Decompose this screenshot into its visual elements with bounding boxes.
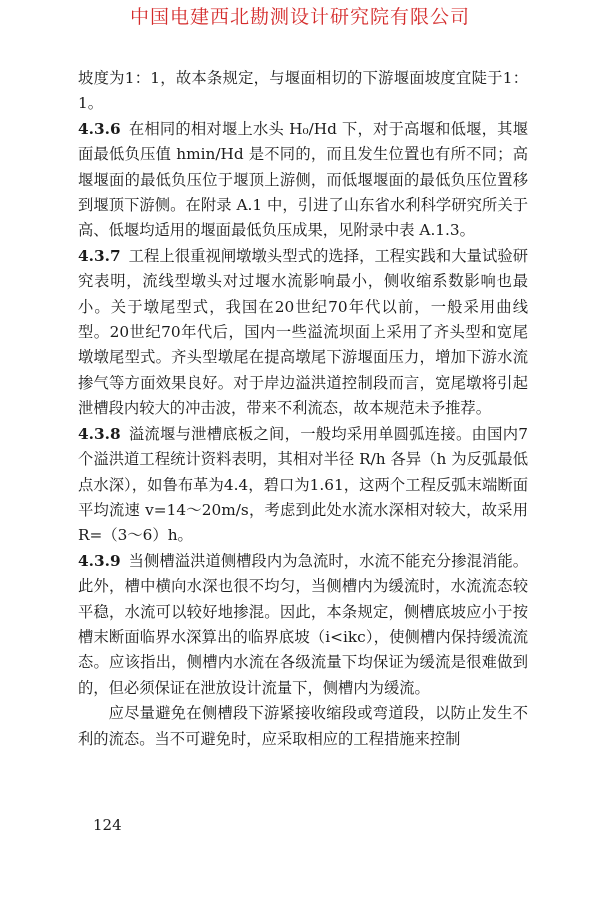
page-number: 124 — [93, 816, 122, 834]
clause-number: 4.3.7 — [78, 246, 121, 265]
clause-number: 4.3.8 — [78, 424, 121, 443]
clause-4-3-8 — [78, 422, 528, 549]
clause-4-3-9 — [78, 549, 528, 701]
clause-4-3-7 — [78, 244, 528, 422]
paragraph-text: 应尽量避免在侧槽段下游紧接收缩段或弯道段，以防止发生不利的流态。当不可避免时，应采取相应的工程措施来控制 — [78, 704, 528, 748]
document-body — [78, 66, 528, 752]
clause-text: 在相同的相对堰上水头 H₀/Hd 下，对于高堰和低堰，其堰面最低负压值 hmin/Hd 是不同的，而且发生位置也有所不同；高堰堰面的最低负压位于堰顶上游侧，而低堰堰面的最低负压位置移到堰顶下游侧。在附录 A.1 中，引进了山东省水利科学研究所关于高、低堰均适用的堰面最低负压成果，见附录中表 A.1.3。 — [78, 119, 528, 240]
clause-text: 工程上很重视闸墩墩头型式的选择，工程实践和大量试验研究表明，流线型墩头对过堰水流影响最小，侧收缩系数影响也最小。关于墩尾型式，我国在20世纪70年代以前，一般采用曲线型。20世纪70年代后，国内一些溢流坝面上采用了齐头型和宽尾墩墩尾型式。齐头型墩尾在提高墩尾下游堰面压力，增加下游水流掺气等方面效果良好。对于岸边溢洪道控制段而言，宽尾墩将引起泄槽段内较大的冲击波，带来不利流态，故本规范未予推荐。 — [78, 246, 528, 418]
clause-number: 4.3.9 — [78, 551, 121, 570]
clause-4-3-6 — [78, 117, 528, 244]
clause-number: 4.3.6 — [78, 119, 121, 138]
clause-text: 当侧槽溢洪道侧槽段内为急流时，水流不能充分掺混消能。此外，槽中横向水深也很不均匀，当侧槽内为缓流时，水流流态较平稳，水流可以较好地掺混。因此，本条规定，侧槽底坡应小于按槽末断面临界水深算出的临界底坡（i<ikc），使侧槽内保持缓流流态。应该指出，侧槽内水流在各级流量下均保证为缓流是很难做到的，但必须保证在泄放设计流量下，侧槽内为缓流。 — [78, 551, 528, 697]
clause-text: 溢流堰与泄槽底板之间，一般均采用单圆弧连接。由国内7个溢洪道工程统计资料表明，其相对半径 R/h 各异（h 为反弧最低点水深），如鲁布革为4.4，碧口为1.61，这两个工程反弧末端断面平均流速 v=14～20m/s，考虑到此处水流水深相对较大，故采用 R=（3～6）h。 — [78, 424, 528, 545]
watermark-header: 中国电建西北勘测设计研究院有限公司 — [129, 6, 470, 28]
paragraph-continuation — [78, 66, 528, 117]
paragraph-text: 坡度为1：1，故本条规定，与堰面相切的下游堰面坡度宜陡于1：1。 — [78, 69, 528, 113]
paragraph-final — [78, 701, 528, 752]
